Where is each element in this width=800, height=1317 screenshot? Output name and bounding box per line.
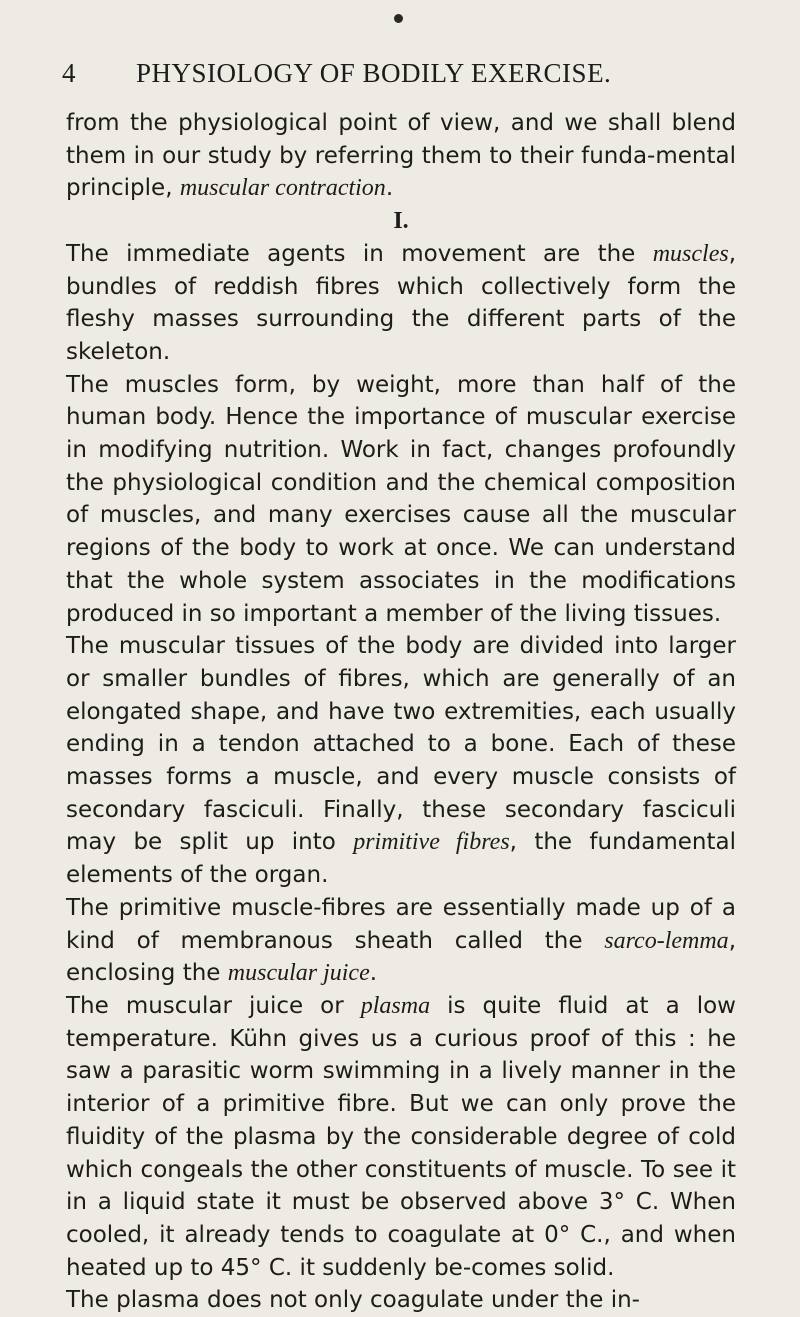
bullet-mark (394, 14, 403, 23)
text-run: is quite fluid at a low temperature. Kühn gives us a curious proof of this : he saw a parasitic worm swimming in a lively manner in the interior of a primitive fibre. But we can only prove the fluidity of the plasma by the considerable degree of cold which congeals the other constituents of muscle. To see it in a liquid state it must be observed above 3° C. When cooled, it already tends to coagulate at 0° C., and when heated up to 45° C. it suddenly be-comes solid. (66, 992, 736, 1281)
text-run: . (385, 175, 394, 202)
italic-term: muscular juice (227, 960, 370, 987)
paragraph (66, 630, 736, 892)
page-number: 4 (62, 58, 76, 88)
paragraph (66, 369, 736, 631)
paragraph (66, 990, 736, 1284)
text-run: The plasma does not only coagulate under the in- (66, 1287, 640, 1314)
paragraph (66, 1284, 736, 1317)
text-run: The primitive muscle-fibres are essentially made up of a kind of membranous sheath called the (66, 894, 736, 954)
text-run: The immediate agents in movement are the (66, 240, 653, 267)
italic-term: muscular contraction (179, 175, 386, 202)
italic-term: muscles (652, 240, 729, 267)
italic-term: primitive fibres (353, 829, 510, 856)
body-text (66, 107, 736, 1317)
text-run: The muscular tissues of the body are divided into larger or smaller bundles of fibres, which are generally of an elongated shape, and have two extremities, each usually ending in a tendon attached to a bone. Each of these masses forms a muscle, and every muscle consists of secondary fasciculi. Finally, these secondary fasciculi may be split up into (66, 633, 736, 856)
paragraph (66, 107, 736, 205)
text-run: , the fundamental elements of the organ. (66, 829, 736, 889)
italic-term: plasma (360, 992, 431, 1019)
text-run: The muscular juice or (66, 992, 361, 1019)
paragraph (66, 238, 736, 369)
paragraph (66, 892, 736, 990)
text-run: from the physiological point of view, and we shall blend them in our study by referring them to their funda-mental principle, (66, 110, 736, 202)
running-title: PHYSIOLOGY OF BODILY EXERCISE. (136, 58, 612, 88)
text-run: The muscles form, by weight, more than half of the human body. Hence the importance of muscular exercise in modifying nutrition. Work in fact, changes profoundly the physiological condition and the chemical composition of muscles, and many exercises cause all the muscular regions of the body to work at once. We can understand that the whole system associates in the modifications produced in so important a member of the living tissues. (66, 371, 736, 627)
text-run: , enclosing the (66, 927, 736, 987)
text-run: . (369, 960, 378, 987)
section-number: I. (393, 208, 409, 235)
text-run: , bundles of reddish fibres which collectively form the fleshy masses surrounding the different parts of the skeleton. (66, 240, 736, 365)
italic-term: sarco-lemma (604, 927, 729, 954)
